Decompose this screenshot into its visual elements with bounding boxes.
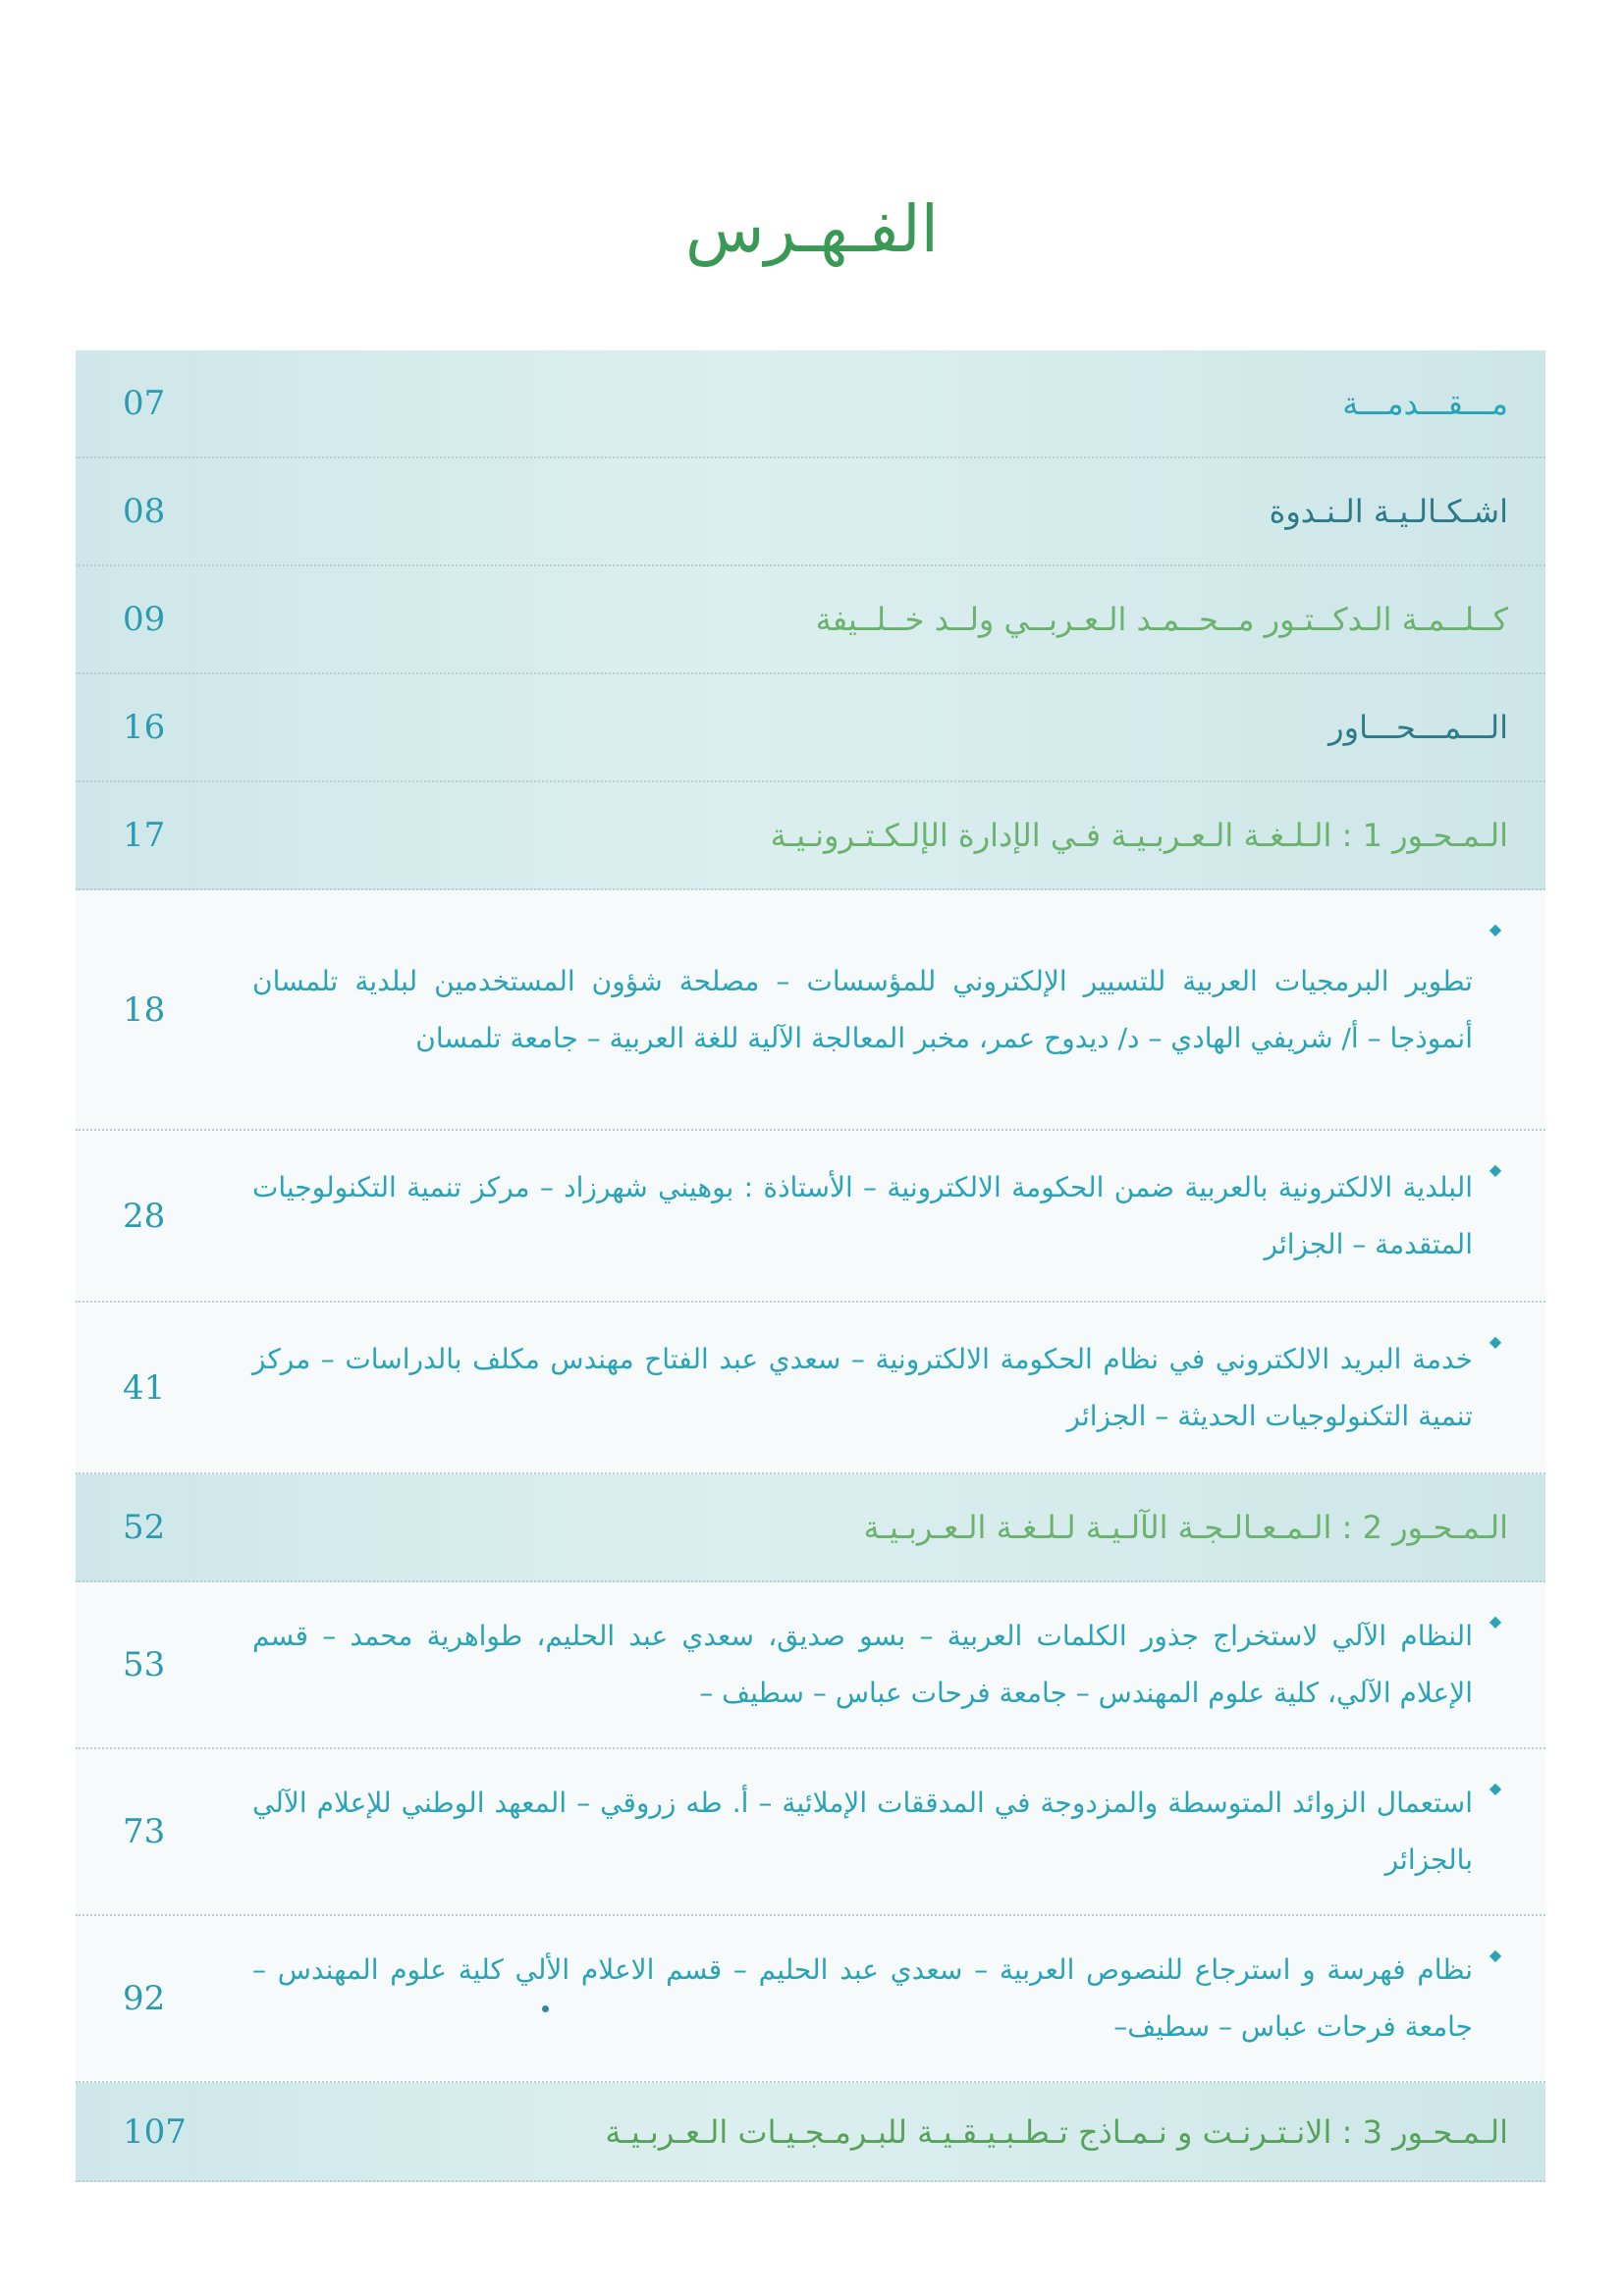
toc-page-number: 18 xyxy=(123,989,166,1030)
toc-section-introduction[interactable] xyxy=(76,350,1545,458)
toc-entry-title: مـــقـــدمـــة xyxy=(1342,385,1508,422)
toc-section-speech[interactable] xyxy=(76,566,1545,674)
toc-article[interactable] xyxy=(76,1303,1545,1474)
bullet-icon: ◆ xyxy=(1489,1946,1502,1964)
toc-article-body xyxy=(252,1131,1506,1301)
toc-page-number: 08 xyxy=(123,492,166,531)
toc-article[interactable] xyxy=(76,1749,1545,1916)
toc-entry-title: البلدية الالكترونية بالعربية ضمن الحكومة الالكترونية – الأستاذة : بوهيني شهرزاد – مركز تنمية التكنولوجيات المتقدمة – الجزائر xyxy=(252,1170,1473,1260)
toc-entry-title: كــلــمـة الـدكــتـور مــحــمـد الـعـربــي ولــد خــلــيفة xyxy=(815,601,1508,638)
toc-page-number: 92 xyxy=(123,1979,166,2018)
toc-page-number: 09 xyxy=(123,600,166,639)
toc-article-body xyxy=(252,890,1506,1129)
toc-article[interactable] xyxy=(76,1582,1545,1749)
toc-entry-title: استعمال الزوائد المتوسطة والمزدوجة في المدققات الإملائية – أ. طه زروقي – المعهد الوطني للإعلام الآلي بالجزائر xyxy=(252,1787,1473,1876)
bullet-icon: ◆ xyxy=(1489,1160,1502,1179)
toc-section-axis-3[interactable] xyxy=(76,2083,1545,2182)
toc-section-problematic[interactable] xyxy=(76,458,1545,566)
toc-article[interactable] xyxy=(76,890,1545,1131)
toc-page-number: 28 xyxy=(123,1196,166,1236)
toc-entry-title: الـمـحـور 2 : الـمـعـالـجـة الآلـيـة لـلـغـة الـعـربـيـة xyxy=(863,1509,1508,1546)
toc-page-number: 07 xyxy=(123,384,166,423)
toc-section-axis-1[interactable] xyxy=(76,782,1545,890)
toc-entry-title: اشـكـالـيـة الـنـدوة xyxy=(1269,493,1508,530)
toc-page-number: 41 xyxy=(123,1367,166,1408)
toc-entry-title: خدمة البريد الالكتروني في نظام الحكومة الالكترونية – سعدي عبد الفتاح مهندس مكلف بالدراسات – مركز تنمية التكنولوجيات الحديثة – الجزائر xyxy=(252,1342,1473,1432)
toc-section-axis-2[interactable] xyxy=(76,1474,1545,1582)
toc-article-body xyxy=(252,1582,1506,1747)
toc-section-axes[interactable] xyxy=(76,674,1545,782)
bullet-icon: ◆ xyxy=(1489,1332,1502,1351)
toc-article[interactable] xyxy=(76,1131,1545,1303)
toc-article-body xyxy=(252,1916,1506,2081)
toc-entry-title: النظام الآلي لاستخراج جذور الكلمات العربية – بسو صديق، سعدي عبد الحليم، طواهرية محمد – قسم الإعلام الآلي، كلية علوم المهندس – جامعة فرحات عباس – سطيف – xyxy=(252,1620,1473,1709)
bullet-icon: ◆ xyxy=(1489,1779,1502,1797)
toc-entry-title: الـــمـــحـــاور xyxy=(1328,709,1508,746)
toc-page-number: 53 xyxy=(123,1645,166,1684)
toc-page-number: 17 xyxy=(123,816,166,855)
table-of-contents xyxy=(76,350,1545,2182)
toc-article-body xyxy=(252,1303,1506,1472)
bullet-icon: ◆ xyxy=(1489,1612,1502,1630)
toc-article-body xyxy=(252,1749,1506,1914)
toc-page-number: 107 xyxy=(123,2111,187,2152)
toc-entry-title: تطوير البرمجيات العربية للتسيير الإلكتروني للمؤسسات – مصلحة شؤون المستخدمين لبلدية تلمسان أنموذجا – أ/ شريفي الهادي – د/ ديدوح عمر، مخبر المعالجة الآلية للغة العربية – جامعة تلمسان xyxy=(252,964,1473,1054)
toc-page-number: 73 xyxy=(123,1812,166,1851)
bullet-icon: ◆ xyxy=(1489,920,1502,938)
toc-entry-title: نظام فهرسة و استرجاع للنصوص العربية – سعدي عبد الحليم – قسم الاعلام الألي كلية علوم المهندس – جامعة فرحات عباس – سطيف– xyxy=(252,1953,1473,2043)
page-title: الفـهـرس xyxy=(685,191,939,267)
toc-entry-title: الـمـحـور 3 : الانـتـرنـت و نـمـاذج تـطـبـيـقـيـة للبـرمـجـيـات الـعـربـيـة xyxy=(605,2112,1508,2151)
toc-page-number: 16 xyxy=(123,708,166,747)
toc-article[interactable] xyxy=(76,1916,1545,2083)
toc-entry-title: الـمـحـور 1 : الـلـغـة الـعـربـيـة فـي الإدارة الإلـكـتـرونـيـة xyxy=(770,817,1508,854)
stray-dot-mark xyxy=(542,2005,549,2012)
toc-page-number: 52 xyxy=(123,1508,166,1547)
